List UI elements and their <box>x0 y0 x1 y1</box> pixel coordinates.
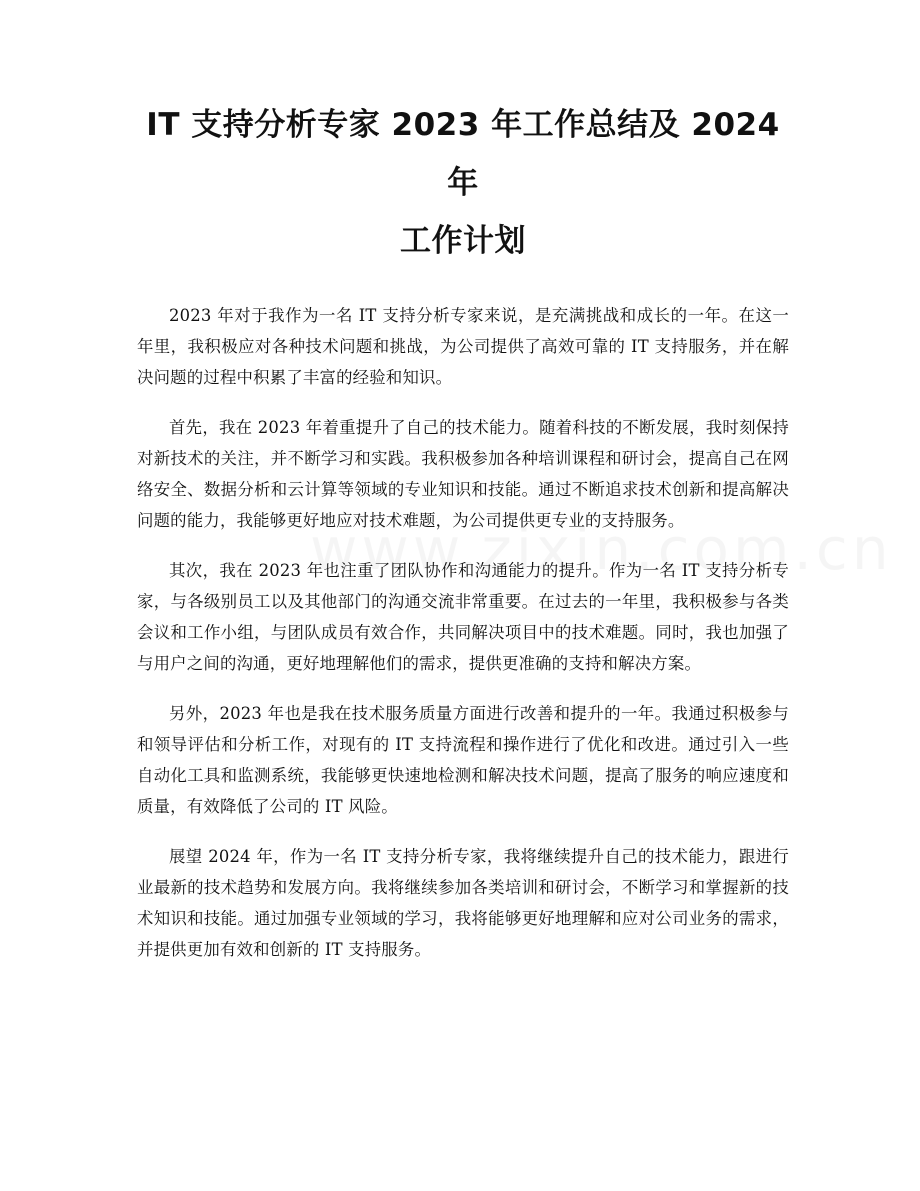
paragraph-technical-skills: 首先，我在 2023 年着重提升了自己的技术能力。随着科技的不断发展，我时刻保持对新技术的关注，并不断学习和实践。我积极参加各种培训课程和研讨会，提高自己在网络安全、数据分析和云计算等领域的专业知识和技能。通过不断追求技术创新和提高解决问题的能力，我能够更好地应对技术难题，为公司提供更专业的支持服务。 <box>137 418 789 530</box>
paragraph-intro: 2023 年对于我作为一名 IT 支持分析专家来说，是充满挑战和成长的一年。在这一年里，我积极应对各种技术问题和挑战，为公司提供了高效可靠的 IT 支持服务，并在解决问题的过程中积累了丰富的经验和知识。 <box>137 306 789 387</box>
title-line-2: 工作计划 <box>400 223 526 259</box>
document-title <box>137 96 789 270</box>
paragraph-outlook-2024: 展望 2024 年，作为一名 IT 支持分析专家，我将继续提升自己的技术能力，跟进行业最新的技术趋势和发展方向。我将继续参加各类培训和研讨会，不断学习和掌握新的技术知识和技能。通过加强专业领域的学习，我将能够更好地理解和应对公司业务的需求，并提供更加有效和创新的 IT 支持服务。 <box>137 847 789 959</box>
paragraph-teamwork: 其次，我在 2023 年也注重了团队协作和沟通能力的提升。作为一名 IT 支持分析专家，与各级别员工以及其他部门的沟通交流非常重要。在过去的一年里，我积极参与各类会议和工作小组，与团队成员有效合作，共同解决项目中的技术难题。同时，我也加强了与用户之间的沟通，更好地理解他们的需求，提供更准确的支持和解决方案。 <box>137 561 789 673</box>
paragraph-service-quality: 另外，2023 年也是我在技术服务质量方面进行改善和提升的一年。我通过积极参与和领导评估和分析工作，对现有的 IT 支持流程和操作进行了优化和改进。通过引入一些自动化工具和监测系统，我能够更快速地检测和解决技术问题，提高了服务的响应速度和质量，有效降低了公司的 IT 风险。 <box>137 704 789 816</box>
title-line-1: IT 支持分析专家 2023 年工作总结及 2024 年 <box>146 107 780 201</box>
